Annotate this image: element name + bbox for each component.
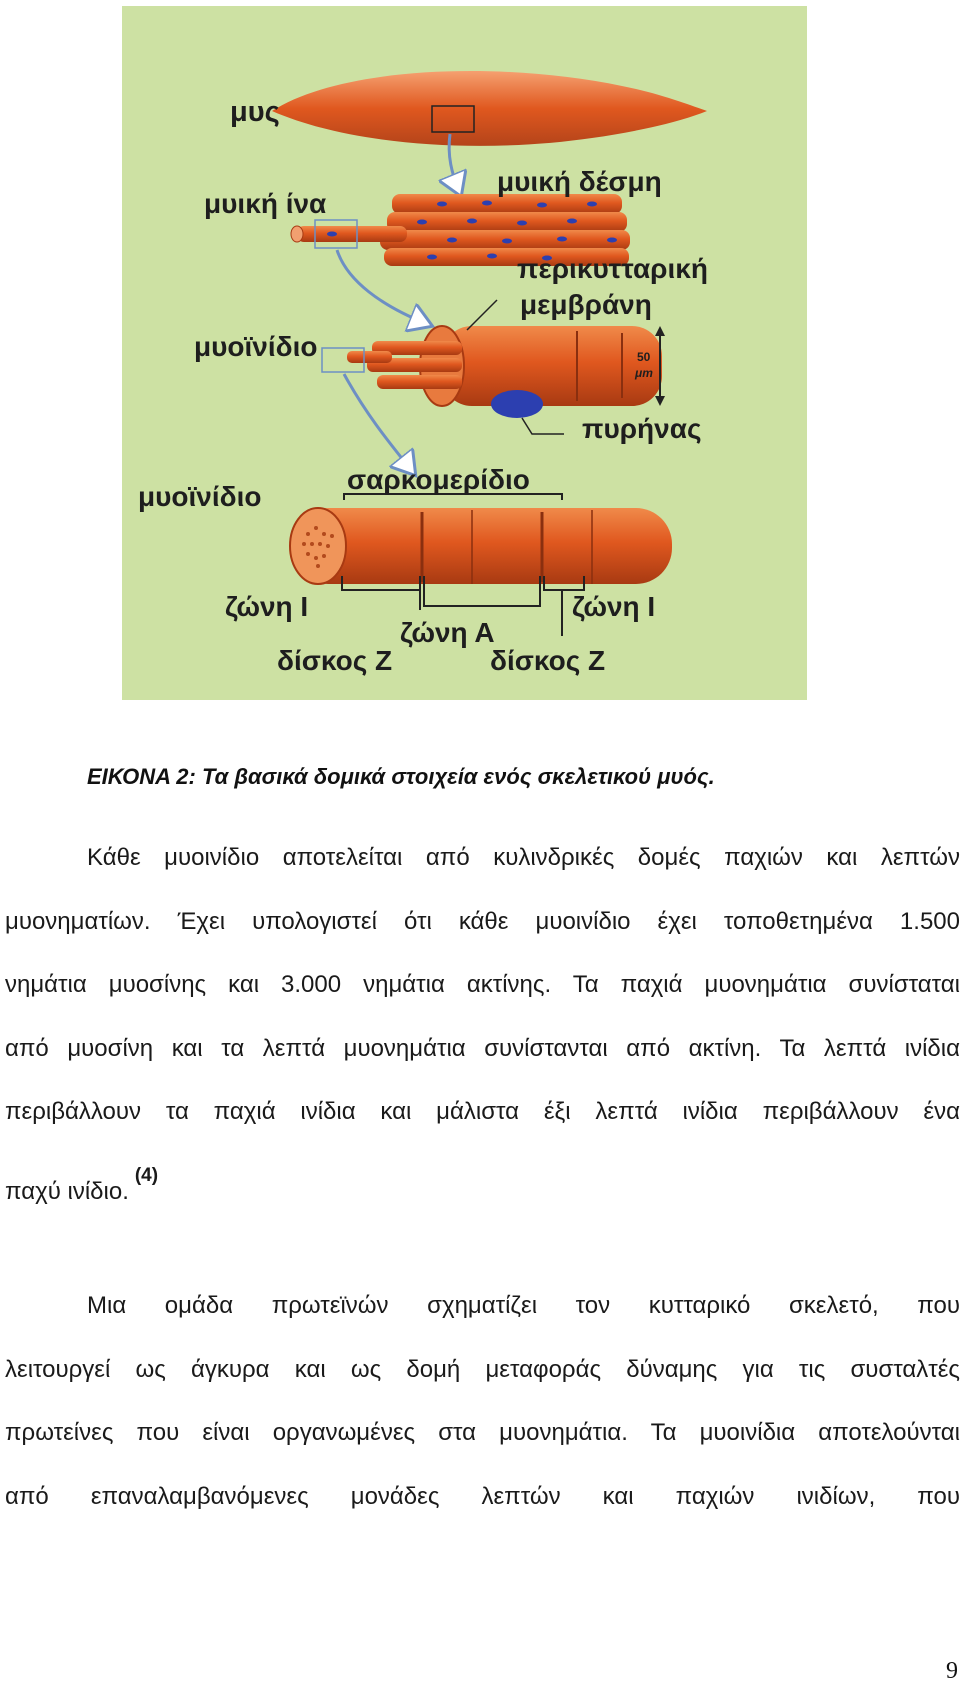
page-number: 9 [946, 1658, 958, 1684]
label-muscle: μυς [230, 96, 280, 128]
paragraph-2-line-4: από επαναλαμβανόμενες μονάδες λεπτών και παχιών ινιδίων, που [5, 1482, 960, 1510]
myofibril-cylinder [290, 508, 672, 584]
label-scale-unit: μm [635, 366, 653, 380]
label-disk-z-left: δίσκος Ζ [277, 645, 393, 676]
paragraph-2-line-2: λειτουργεί ως άγκυρα και ως δομή μεταφοράς δύναμης για τις συσταλτές [5, 1355, 960, 1383]
paragraph-1-line-3: νημάτια μυοσίνης και 3.000 νημάτια ακτίνης. Τα παχιά μυονημάτια συνίσταται [5, 971, 960, 998]
reference-marker: (4) [134, 1164, 159, 1186]
label-cell-membrane-1: περικυτταρική [517, 253, 708, 284]
paragraph-2 [5, 1274, 960, 1528]
paragraph-2-line-3: πρωτείνες που είναι οργανωμένες στα μυονημάτια. Τα μυοινίδια αποτελούνται [5, 1419, 960, 1446]
muscle-diagram [122, 6, 807, 700]
label-nucleus: πυρήνας [582, 413, 702, 444]
label-zone-i-left: ζώνη Ι [225, 591, 309, 622]
label-zone-a: ζώνη Α [400, 617, 495, 648]
label-sarcomere: σαρκομερίδιο [347, 464, 530, 495]
label-zone-i-right: ζώνη Ι [572, 591, 656, 622]
paragraph-1-line-2: μυονηματίων. Έχει υπολογιστεί ότι κάθε μυοινίδιο έχει τοποθετημένα 1.500 [5, 907, 960, 935]
label-disk-z-right: δίσκος Ζ [490, 645, 606, 676]
figure-caption: ΕΙΚΟΝΑ 2: Τα βασικά δομικά στοιχεία ενός σκελετικού μυός. [87, 764, 715, 789]
paragraph-2-line-1: Μια ομάδα πρωτεϊνών σχηματίζει τον κυτταρικό σκελετό, που [87, 1292, 960, 1319]
label-myofibril-1: μυοϊνίδιο [194, 331, 318, 362]
label-myofibril-2: μυοϊνίδιο [138, 481, 262, 512]
muscle-structure-figure [122, 6, 807, 700]
paragraph-1-line-5: περιβάλλουν τα παχιά ινίδια και μάλιστα έξι λεπτά ινίδια περιβάλλουν ένα [5, 1098, 960, 1125]
paragraph-1 [5, 826, 960, 1207]
label-scale-value: 50 [637, 350, 651, 364]
paragraph-1-last-text: παχύ ινίδιο. [5, 1177, 129, 1205]
paragraph-1-line-6 [5, 1144, 960, 1208]
label-muscle-bundle: μυική δέσμη [497, 166, 662, 197]
label-cell-membrane-2: μεμβράνη [520, 289, 652, 320]
label-muscle-fiber: μυική ίνα [204, 188, 327, 219]
paragraph-1-line-4: από μυοσίνη και τα λεπτά μυονημάτια συνίστανται από ακτίνη. Τα λεπτά ινίδια [5, 1034, 960, 1062]
paragraph-1-line-1: Κάθε μυοινίδιο αποτελείται από κυλινδρικές δομές παχιών και λεπτών [87, 844, 960, 871]
